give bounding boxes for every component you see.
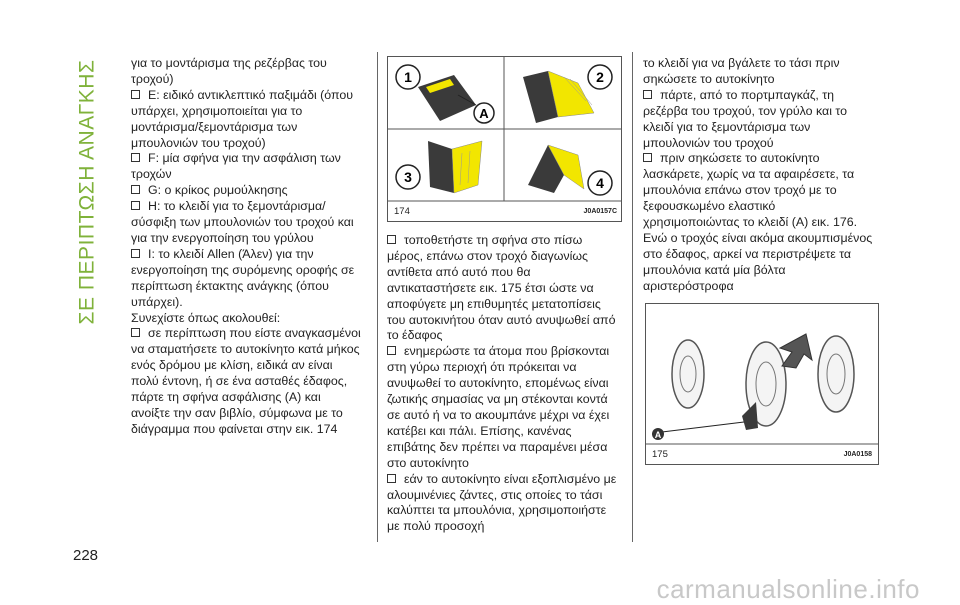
checkbox-bullet-icon <box>131 90 140 99</box>
checkbox-bullet-icon <box>131 249 140 258</box>
checkbox-bullet-icon <box>643 153 652 162</box>
figure-175 <box>645 303 879 465</box>
callout-label: A <box>654 430 662 440</box>
section-title: ΣΕ ΠΕΡΙΠΤΩΣΗ ΑΝΑΓΚΗΣ <box>75 59 98 325</box>
list-item: H: το κλειδί για το ξεμοντάρισμα/σύσφιξη των μπουλονιών του τροχού και για την ενεργοποίηση του γρύλου <box>131 199 354 245</box>
figure-caption: 175 <box>652 449 668 460</box>
list-item: F: μία σφήνα για την ασφάλιση των τροχών <box>131 151 341 182</box>
figure-caption: 174 <box>394 206 410 217</box>
text-column-1 <box>131 56 363 438</box>
list-item: E: ειδικό αντικλεπτικό παξιμάδι (όπου υπάρχει, χρησιμοποιείται για το μοντάρισμα/ξεμοντάρισμα των μπουλονιών του τροχού) <box>131 87 354 150</box>
arrow-icon <box>780 334 812 368</box>
wedge-diagram <box>388 57 621 221</box>
list-item: I: το κλειδί Allen (Άλεν) για την ενεργοποίηση της συρόμενης οροφής σε περίπτωση έκτακτης ανάγκης (όπου υπάρχει). <box>131 246 355 309</box>
checkbox-bullet-icon <box>387 474 396 483</box>
wedge-closed-illustration <box>418 75 476 121</box>
panel-label: 4 <box>596 175 604 191</box>
paragraph: Συνεχίστε όπως ακολουθεί: <box>131 310 281 325</box>
figure-code: J0A0158 <box>843 451 872 458</box>
checkbox-bullet-icon <box>387 235 396 244</box>
checkbox-bullet-icon <box>387 346 396 355</box>
list-item: σε περίπτωση που είστε αναγκασμένοι να σταματήσετε το αυτοκίνητο κατά μήκος ενός δρόμου με κλίση, ειδικά αν είναι πολύ έντονη, ή σε ένα ασταθές έδαφος, πάρτε τη σφήνα ασφάλισης (A) και ανοίξτε την σαν βιβλίο, σύμφωνα με το διάγραμμα που φαίνεται στην εικ. 174 <box>131 326 361 436</box>
wheel-wedge-diagram <box>646 304 878 464</box>
page-number: 228 <box>73 547 99 564</box>
watermark: carmanualsonline.info <box>656 574 920 604</box>
list-item: πριν σηκώσετε το αυτοκίνητο λασκάρετε, χωρίς να τα αφαιρέσετε, τα μπουλόνια επάνω στον τροχό με το ξεφουσκωμένο ελαστικό χρησιμοποιώντας το κλειδί (A) εικ. 176. Ενώ ο τροχός είναι ακόμα ακουμπισμένος στο έδαφος, αρκεί να περιστρέψετε τα μπουλόνια κατά μία βόλτα αριστερόστροφα <box>643 151 873 293</box>
checkbox-bullet-icon <box>131 153 140 162</box>
section-side-tab <box>70 52 104 332</box>
list-item: εάν το αυτοκίνητο είναι εξοπλισμένο με αλουμινένιες ζάντες, στις οποίες το τάσι καλύπτει τα μπουλόνια, χρησιμοποιήστε με πολύ προσοχή <box>387 471 617 534</box>
panel-label: 1 <box>404 69 412 85</box>
panel-label: 3 <box>404 169 412 185</box>
text-column-3 <box>643 56 875 295</box>
wedge-opening-illustration <box>523 71 594 123</box>
panel-label: 2 <box>596 69 604 85</box>
wedge-triangle-illustration <box>528 145 584 193</box>
list-item: ενημερώστε τα άτομα που βρίσκονται στη γύρω περιοχή ότι πρόκειται να ανυψωθεί το αυτοκίνητο, επομένως είναι ζωτικής σημασίας να μη στέκονται κοντά σε αυτό ή να το ακουμπάνε μέχρι να έχει κατέβει και πάλι. Επίσης, κανένας επιβάτης δεν πρέπει να παραμένει μέσα στο αυτοκίνητο <box>387 344 610 470</box>
paragraph: για το μοντάρισμα της ρεζέρβας του τροχού) <box>131 56 327 86</box>
wheel-illustration <box>672 340 704 408</box>
wheel-illustration <box>818 336 854 412</box>
callout-label: A <box>479 106 489 121</box>
column-divider <box>377 52 378 542</box>
wedge-open-book-illustration <box>428 141 482 193</box>
figure-174 <box>387 56 622 222</box>
checkbox-bullet-icon <box>131 201 140 210</box>
checkbox-bullet-icon <box>643 90 652 99</box>
list-item: πάρτε, από το πορτμπαγκάζ, τη ρεζέρβα του τροχού, τον γρύλο και το κλειδί για το ξεμοντάρισμα των μπουλονιών του τροχού <box>643 87 848 150</box>
figure-code: J0A0157C <box>583 208 617 215</box>
checkbox-bullet-icon <box>131 185 140 194</box>
list-item: G: ο κρίκος ρυμούλκησης <box>131 183 363 199</box>
checkbox-bullet-icon <box>131 328 140 337</box>
paragraph: το κλειδί για να βγάλετε το τάσι πριν σηκώσετε το αυτοκίνητο <box>643 56 840 86</box>
column-divider <box>632 52 633 542</box>
list-item: τοποθετήστε τη σφήνα στο πίσω μέρος, επάνω στον τροχό διαγωνίως αντίθετα από αυτό που θα αντικαταστήσετε εικ. 175 έτσι ώστε να αποφύγετε μη επιθυμητές μετατοπίσεις του αυτοκινήτου όταν αυτό ανυψωθεί από το έδαφος <box>387 233 616 343</box>
text-column-2 <box>387 233 619 535</box>
